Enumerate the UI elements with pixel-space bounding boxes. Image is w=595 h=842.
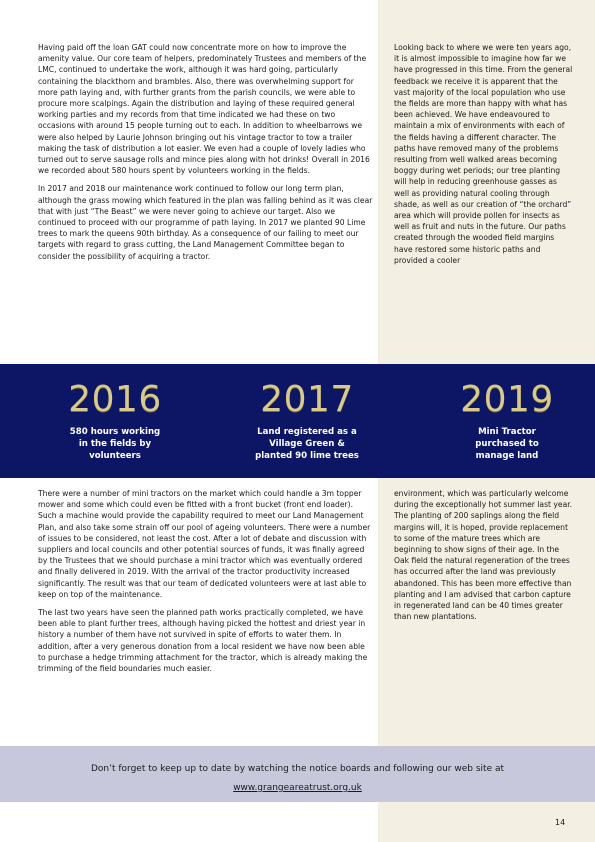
timeline-description (232, 426, 382, 462)
timeline-band (0, 364, 595, 478)
paragraph: Having paid off the loan GAT could now concentrate more on how to improve the amenity value. Our core team of helpers, predominately Trustees and members of the LMC, continued to undertake the work, although it was hard going, particularly containing the blackthorn and brambles. Also, there was overwhelming support for more path laying and, with further grants from the parish councils, we were able to procure more scalpings. Again the distribution and laying of these required general working parties and my records from that time indicated we had these on two occasions with around 15 people turning out to each. In addition to wheelbarrows we were also helped by Laurie Johnson bringing out his vintage tractor to tow a trailer making the task of distribution a lot easier. We even had a couple of lovely ladies who turned out to serve sausage rolls and mince pies along with hot drinks! Overall in 2016 we recorded about 580 hours spent by volunteers working in the fields. (38, 43, 370, 176)
page-number: 14 (555, 818, 566, 827)
top-left-text (38, 42, 374, 269)
timeline-item-2016 (40, 380, 190, 462)
timeline-item-2019 (432, 380, 582, 462)
timeline-year: 2019 (460, 379, 554, 420)
description-line: Village Green & (269, 439, 345, 449)
description-line: purchased to (475, 439, 539, 449)
description-line: manage land (475, 451, 539, 461)
timeline-item-2017 (232, 380, 382, 462)
description-line: planted 90 lime trees (255, 451, 359, 461)
paragraph: In 2017 and 2018 our maintenance work continued to follow our long term plan, although the grass mowing which featured in the plan was falling behind as it was clear that with just “The Beast” we were never going to achieve our target. Also we continued to proceed with our programme of path laying. In 2017 we planted 90 Lime trees to mark the queens 90th birthday. As a consequence of our failing to meet our targets with regard to grass cutting, the Land Management Committee began to consider the possibility of acquiring a tractor. (38, 184, 373, 261)
paragraph: There were a number of mini tractors on the market which could handle a 3m topper mower and some which could even be fitted with a front bucket (front end loader). Such a machine would provide the capability required to meet our Land Management Plan, and also take some strain off our pool of ageing volunteers. There were a number of issues to be considered, not least the cost. After a lot of debate and discussion with suppliers and local councils and other potential sources of funds, it was finally agreed by the Trustees that we should purchase a mini tractor which was eventually ordered and finally delivered in 2019. With the arrival of the tractor productivity increased significantly. The result was that our team of dedicated volunteers were at last able to keep on top of the maintenance. (38, 489, 371, 599)
paragraph: environment, which was particularly welcome during the exceptionally hot summer last year. The planting of 200 saplings along the field margins will, it is hoped, provide replacement to some of the mature trees which are beginning to show signs of their age. In the Oak field the natural regeneration of the trees has occurred after the land was previously abandoned. This has been more effective than planting and I am advised that carbon capture in regenerated land can be 40 times greater than new plantations. (394, 489, 573, 622)
top-right-text (394, 42, 574, 273)
description-line: Land registered as a (257, 427, 357, 437)
bottom-right-text (394, 488, 574, 629)
description-line: volunteers (89, 451, 141, 461)
description-line: Mini Tractor (478, 427, 536, 437)
footer-banner (0, 746, 595, 802)
description-line: 580 hours working (69, 427, 161, 437)
website-link[interactable]: www.grangeareatrust.org.uk (233, 783, 362, 793)
timeline-description (40, 426, 190, 462)
timeline-year: 2016 (68, 379, 162, 420)
paragraph: Looking back to where we were ten years ago, it is almost impossible to imagine how far we have progressed in this time. From the general feedback we receive it is apparent that the vast majority of the local population who use the fields are more than happy with what has been achieved. We have endeavoured to maintain a mix of environments with each of the fields having a different character. The paths have removed many of the problems resulting from well walked areas becoming boggy during wet periods; our tree planting will help in reducing greenhouse gasses as well as providing natural cooling through shade, as well as our creation of “the orchard” area which will provide pollen for insects as well as fruit and nuts in the future. Our paths created through the wooded field margins have restored some historic paths and provided a cooler (394, 43, 573, 265)
timeline-description (432, 426, 582, 462)
description-line: in the fields by (78, 439, 152, 449)
footer-text: Don’t forget to keep up to date by watching the notice boards and following our web site at (90, 764, 505, 774)
timeline-year: 2017 (260, 379, 354, 420)
bottom-left-text (38, 488, 374, 681)
paragraph: The last two years have seen the planned path works practically completed, we have been able to plant further trees, although having picked the hottest and driest year in history a number of them have not survived in spite of efforts to water them. In addition, after a very generous donation from a local resident we have now been able to purchase a hedge trimming attachment for the tractor, which is already making the trimming of the field boundaries much easier. (38, 608, 368, 674)
